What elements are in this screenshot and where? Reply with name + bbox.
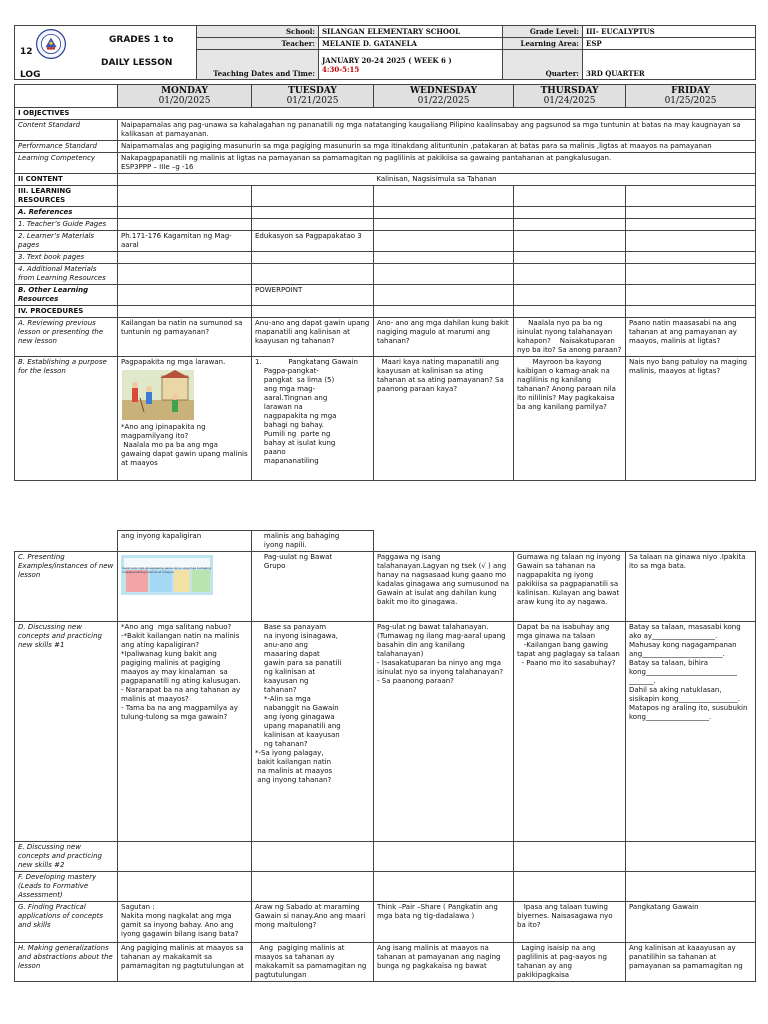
proc-c-wed: Paggawa ng isang talahanayan.Lagyan ng tsek (√ ) ang hanay na nagsasaad kung gaano mo kadalas ginagawa ang sumusunod na Gawain at isulat ang dahilan kung bakit mo ito ginagawa.	[374, 552, 514, 622]
proc-c-label: C. Presenting Examples/instances of new lesson	[15, 552, 118, 622]
proc-b-wed: Maari kaya nating mapanatili ang kaayusan at kalinisan sa ating tahanan at sa ating pamayanan? Sa paanong paraan kaya?	[374, 357, 514, 481]
proc-g-fri: Pangkatang Gawain	[626, 902, 756, 943]
proc-h-thu: Laging isaisip na ang paglilinis at pag-aayos ng tahanan ay ang pakikipagkaisa	[514, 943, 626, 982]
title-line2: 12	[20, 47, 33, 57]
proc-d-wed: Pag-ulat ng bawat talahanayan. (Tumawag ng ilang mag-aaral upang basahin din ang kanilang talahanayan) - Isasakatuparan ba ninyo ang mga isinulat nyo sa inyong talahanayan? - Sa paanong paraan?	[374, 622, 514, 842]
proc-a-label: A. Reviewing previous lesson or presenting the new lesson	[15, 318, 118, 357]
proc-b-mon-question: *Ano ang ipinapakita ng magpamilyang ito? Naalala mo pa ba ang mga gawaing dapat gawin upang malinis at maayos	[121, 423, 248, 467]
proc-c-mon	[118, 552, 252, 622]
proc-b-tue-cont: malinis ang bahaging iyong napili.	[252, 531, 374, 552]
proc-g-tue: Araw ng Sabado at maraming Gawain si nanay.Ano ang maari mong maitulong?	[252, 902, 374, 943]
day-tuesday: TUESDAY 01/21/2025	[252, 85, 374, 108]
header-table	[14, 25, 756, 80]
dates-label: Teaching Dates and Time:	[197, 50, 319, 80]
proc-c-tue: Pag-uulat ng Bawat Grupo	[252, 552, 374, 622]
resources-heading: III. LEARNING RESOURCES	[15, 186, 118, 207]
title-line1: GRADES 1 to	[109, 35, 174, 45]
content-heading: II CONTENT	[15, 174, 118, 186]
learning-competency-label: Learning Competency	[15, 153, 118, 174]
lesson-table-part2	[14, 530, 756, 982]
area-label: Learning Area:	[503, 38, 583, 50]
proc-g-mon: Sagutan : Nakita mong nagkalat ang mga gamit sa inyong bahay. Ano ang iyong gagawin bilang isang bata?	[118, 902, 252, 943]
day-monday: MONDAY 01/20/2025	[118, 85, 252, 108]
other-resources-label: B. Other Learning Resources	[15, 285, 118, 306]
competency-code: ESP3PPP – IIIe –g -16	[121, 163, 194, 171]
page-1	[14, 25, 755, 481]
proc-h-fri: Ang kalinisan at kaaayusan ay panatilihin sa tahanan at pamayanan sa pamamagitan ng	[626, 943, 756, 982]
image-caption: Isulat ang mga ginagawang gawa ninyo ang mga bahaging mapapanatiling malinis at maayos	[122, 566, 212, 574]
teacher-value: MELANIE D. GATANELA	[319, 38, 503, 50]
proc-a-mon: Kailangan ba natin na sumunod sa tuntunin ng pamayanan?	[118, 318, 252, 357]
learners-materials-mon: Ph.171-176 Kagamitan ng Mag-aaral	[118, 231, 252, 252]
school-value: SILANGAN ELEMENTARY SCHOOL	[319, 26, 503, 38]
proc-f-label: F. Developing mastery (Leads to Formative Assessment)	[15, 872, 118, 902]
dates-cell	[319, 50, 503, 80]
title-line4: LOG	[20, 70, 41, 80]
content-standard-label: Content Standard	[15, 120, 118, 141]
learning-competency-text: Nakapagpapanatili ng malinis at ligtas na pamayanan sa pamamagitan ng paglilinis at pakikiisa sa gawaing pantahanan at pangkalusugan.	[121, 154, 612, 162]
proc-b-tue: 1. Pangkatang Gawain Pagpa-pangkat- pangkat sa lima (5) ang mga mag- aaral.Tingnan ang larawan na nagpapakita ng mga bahagi ng bahay. Pumili ng parte ng bahay at isulat kung paano mapananatiling	[252, 357, 374, 481]
day-friday: FRIDAY 01/25/2025	[626, 85, 756, 108]
proc-e-label: E. Discussing new concepts and practicing new skills #2	[15, 842, 118, 872]
title-line3: DAILY LESSON	[101, 58, 173, 68]
proc-h-label: H. Making generalizations and abstractions about the lesson	[15, 943, 118, 982]
textbook-label: 3. Text book pages	[15, 252, 118, 264]
learners-materials-tue: Edukasyon sa Pagpapakatao 3	[252, 231, 374, 252]
proc-d-tue: Base sa panayam na inyong isinagawa, anu-ano ang maaaring dapat gawin para sa panatili ng kalinisan at kaayusan ng tahanan? *-Alin sa mga nabanggit na Gawain ang iyong ginagawa upang mapanatili ang kalinisan at kaayusan ng tahanan? *-Sa iyong palagay, bakit kailangan natin na malinis at maayos ang inyong tahanan?	[252, 622, 374, 842]
day-header-row	[15, 85, 756, 108]
proc-d-thu: Dapat ba na isabuhay ang mga ginawa na talaan -Kailangan bang gawing tapat ang paglagay sa talaan - Paano mo ito sasabuhay?	[514, 622, 626, 842]
proc-g-wed: Think –Pair –Share ( Pangkatin ang mga bata ng tig-dadalawa )	[374, 902, 514, 943]
proc-c-thu: Gumawa ng talaan ng inyong Gawain sa tahanan na nagpapakita ng iyong pakikiisa sa pagpapanatili sa kalinisan. Kulayan ang bawat araw kung ito ay nagawa.	[514, 552, 626, 622]
page-2	[14, 530, 755, 982]
references-label: A. References	[15, 207, 118, 219]
day-thursday: THURSDAY 01/24/2025	[514, 85, 626, 108]
proc-b-thu: Mayroon ba kayong kaibigan o kamag-anak na naglilinis ng kanilang tahanan? Anong paraan nila ito nililinis? May pagkakaisa ba ang kanilang pamilya?	[514, 357, 626, 481]
proc-h-tue: Ang pagiging malinis at maayos sa tahanan ay makakamit sa pamamagitan ng pagtutulungan	[252, 943, 374, 982]
proc-g-thu: Ipasa ang talaan tuwing biyernes. Naisasagawa nyo ba ito?	[514, 902, 626, 943]
proc-b-label: B. Establishing a purpose for the lesson	[15, 357, 118, 481]
proc-b-mon-intro: Pagpapakita ng mga larawan.	[121, 358, 226, 366]
teacher-label: Teacher:	[197, 38, 319, 50]
proc-a-tue: Anu-ano ang dapat gawin upang mapanatili ang kalinisan at kaayusan ng tahanan?	[252, 318, 374, 357]
learners-materials-label: 2. Learner’s Materials pages	[15, 231, 118, 252]
proc-b-mon-cont: ang inyong kapaligiran	[118, 531, 252, 552]
objectives-heading: I OBJECTIVES	[15, 108, 756, 120]
proc-b-fri: Nais nyo bang patuloy na maging malinis, maayos at ligtas?	[626, 357, 756, 481]
deped-seal-icon	[35, 28, 67, 60]
proc-c-fri: Sa talaan na ginawa niyo .Ipakita ito sa mga bata.	[626, 552, 756, 622]
proc-h-mon: Ang pagiging malinis at maayos sa tahanan ay makakamit sa pamamagitan ng pagtutulungan at	[118, 943, 252, 982]
proc-a-thu: Naalala nyo pa ba ng isinulat nyong talahanayan kahapon? Naisakatuparan nyo ba ito? Sa anong paraan?	[514, 318, 626, 357]
school-label: School:	[197, 26, 319, 38]
content-text: Kalinisan, Nagsisimula sa Tahanan	[118, 174, 756, 186]
family-cleaning-image	[122, 370, 194, 420]
proc-b-mon	[118, 357, 252, 481]
proc-d-fri: Batay sa talaan, masasabi kong ako ay__________________. Mahusay kong nagagampanan ang_______________________. Batay sa talaan, bihira kong__________________________ _______. Dahil sa aking natuklasan, sisikapin kong_________________. Matapos ng araling ito, susubukin kong__________________.	[626, 622, 756, 842]
dates-value: JANUARY 20-24 2025 ( WEEK 6 )	[322, 55, 452, 65]
time-value: 4:30-5:15	[322, 64, 360, 74]
proc-a-wed: Ano- ano ang mga dahilan kung bakit nagiging magulo at marumi ang tahanan?	[374, 318, 514, 357]
quarter-label: Quarter:	[503, 50, 583, 80]
grade-value: III- EUCALYPTUS	[583, 26, 756, 38]
proc-d-label: D. Discussing new concepts and practicing new skills #1	[15, 622, 118, 842]
proc-d-mon: *Ano ang mga salitang nabuo? -*Bakit kailangan natin na malinis ang ating kapaligiran? *Ipaliwanag kung bakit ang pagiging malinis at pagiging maayos ay may kinalaman sa pagpapanatili ng ating kalusugan. - Nararapat ba na ang tahanan ay malinis at maayos? - Tama ba na ang magpamilya ay tulung-tulong sa mga gawain?	[118, 622, 252, 842]
procedures-heading: IV. PROCEDURES	[15, 306, 118, 318]
other-resources-tue: POWERPOINT	[252, 285, 374, 306]
proc-a-fri: Paano natin maasasabi na ang tahanan at ang pamayanan ay maayos, malinis at ligtas?	[626, 318, 756, 357]
performance-standard-text: Naipamamalas ang pagiging masunurin sa mga pagiging masunurin sa mga itinakdang alituntunin ,patakaran at batas para sa malinis ,ligtas at maayos na pamayanan	[118, 141, 756, 153]
performance-standard-label: Performance Standard	[15, 141, 118, 153]
lesson-slide-image	[121, 555, 213, 595]
lesson-table-part1	[14, 84, 756, 481]
proc-h-wed: Ang isang malinis at maayos na tahanan at pamayanan ang naging bunga ng pagkakaisa ng bawat	[374, 943, 514, 982]
quarter-value: 3RD QUARTER	[583, 50, 756, 80]
area-value: ESP	[583, 38, 756, 50]
content-standard-text: Naipapamalas ang pag-unawa sa kahalagahan ng pananatili ng mga natatanging kaugaliang Pilipino kaalinsabay ang pagsunod sa mga tuntunin at batas na may kaugnayan sa kalikasan at pamayanan.	[118, 120, 756, 141]
additional-materials-label: 4. Additional Materials from Learning Resources	[15, 264, 118, 285]
teachers-guide-label: 1. Teacher’s Guide Pages	[15, 219, 118, 231]
learning-competency-cell	[118, 153, 756, 174]
title-block	[15, 26, 197, 80]
day-wednesday: WEDNESDAY 01/22/2025	[374, 85, 514, 108]
grade-label: Grade Level:	[503, 26, 583, 38]
proc-g-label: G. Finding Practical applications of concepts and skills	[15, 902, 118, 943]
